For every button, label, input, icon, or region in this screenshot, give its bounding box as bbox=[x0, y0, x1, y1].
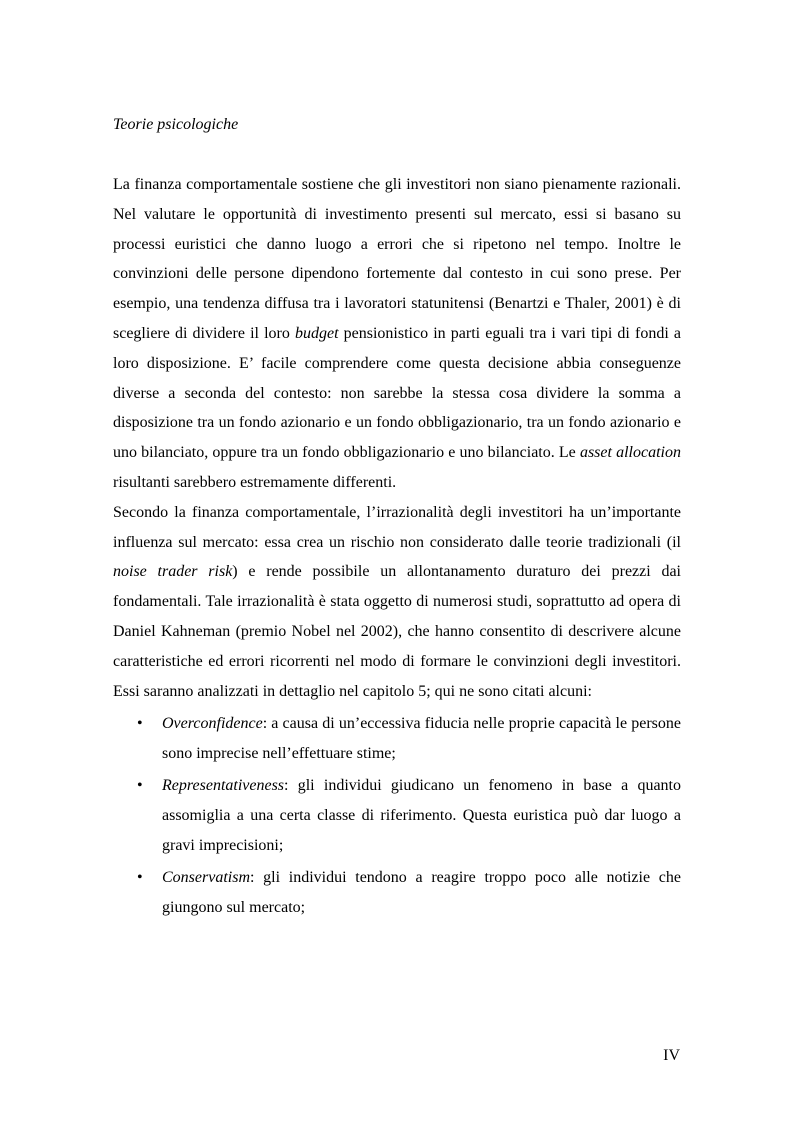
body-text bbox=[113, 170, 681, 922]
page-number: IV bbox=[663, 1047, 680, 1064]
term-budget: budget bbox=[294, 324, 339, 342]
term-asset-allocation: asset allocation bbox=[579, 444, 681, 462]
list-item-text: : a causa di un’eccessiva fiducia nelle proprie capacità le persone sono imprecise nell’effettuare stime; bbox=[162, 714, 681, 762]
paragraph-intro-text-2: pensionistico in parti eguali tra i vari tipi di fondi a loro disposizione. E’ facile comprendere come questa decisione abbia conseguenze diverse a seconda del contesto: non sarebbe la stessa cosa dividere la somma a disposizione tra un fondo azionario e un fondo obbligazionario, tra un fondo azionario e uno bilanciato, oppure tra un fondo obbligazionario e uno bilanciato. Le bbox=[113, 324, 681, 462]
bullet-icon: • bbox=[137, 714, 143, 732]
list-item-conservatism bbox=[113, 863, 681, 923]
bullet-icon: • bbox=[137, 776, 143, 794]
paragraph-intro-text-3: risultanti sarebbero estremamente differenti. bbox=[113, 473, 397, 491]
paragraph-intro-text-1: La finanza comportamentale sostiene che gli investitori non siano pienamente razionali. Nel valutare le opportunità di investimento presenti sul mercato, essi si basano su processi euristici che danno luogo a errori che si ripetono nel tempo. Inoltre le convinzioni delle persone dipendono fortemente dal contesto in cui sono prese. Per esempio, una tendenza diffusa tra i lavoratori statunitensi (Benartzi e Thaler, 2001) è di scegliere di dividere il loro bbox=[113, 176, 681, 342]
list-item-overconfidence bbox=[113, 709, 681, 769]
paragraph-behavioral bbox=[113, 498, 681, 707]
list-item-term: Overconfidence bbox=[162, 714, 263, 732]
bullet-icon: • bbox=[137, 868, 143, 886]
paragraph-behavioral-text-2: ) e rende possibile un allontanamento duraturo dei prezzi dai fondamentali. Tale irrazionalità è stata oggetto di numerosi studi, soprattutto ad opera di Daniel Kahneman (premio Nobel nel 2002), che hanno consentito di descrivere alcune caratteristiche ed errori ricorrenti nel modo di formare le convinzioni degli investitori. Essi saranno analizzati in dettaglio nel capitolo 5; qui ne sono citati alcuni: bbox=[113, 563, 681, 700]
paragraph-behavioral-text-1: Secondo la finanza comportamentale, l’irrazionalità degli investitori ha un’importante influenza sul mercato: essa crea un rischio non considerato dalle teorie tradizionali (il bbox=[113, 503, 681, 551]
bias-list bbox=[113, 709, 681, 923]
term-noise-trader-risk: noise trader risk bbox=[113, 563, 233, 581]
list-item-text: : gli individui giudicano un fenomeno in base a quanto assomiglia a una certa classe di riferimento. Questa euristica può dar luogo a gravi imprecisioni; bbox=[162, 776, 681, 854]
paragraph-intro bbox=[113, 170, 681, 498]
list-item-term: Conservatism bbox=[162, 868, 250, 886]
section-heading: Teorie psicologiche bbox=[113, 116, 239, 133]
list-item-text: : gli individui tendono a reagire troppo poco alle notizie che giungono sul mercato; bbox=[162, 868, 681, 916]
list-item-representativeness bbox=[113, 771, 681, 860]
list-item-term: Representativeness bbox=[162, 776, 285, 794]
